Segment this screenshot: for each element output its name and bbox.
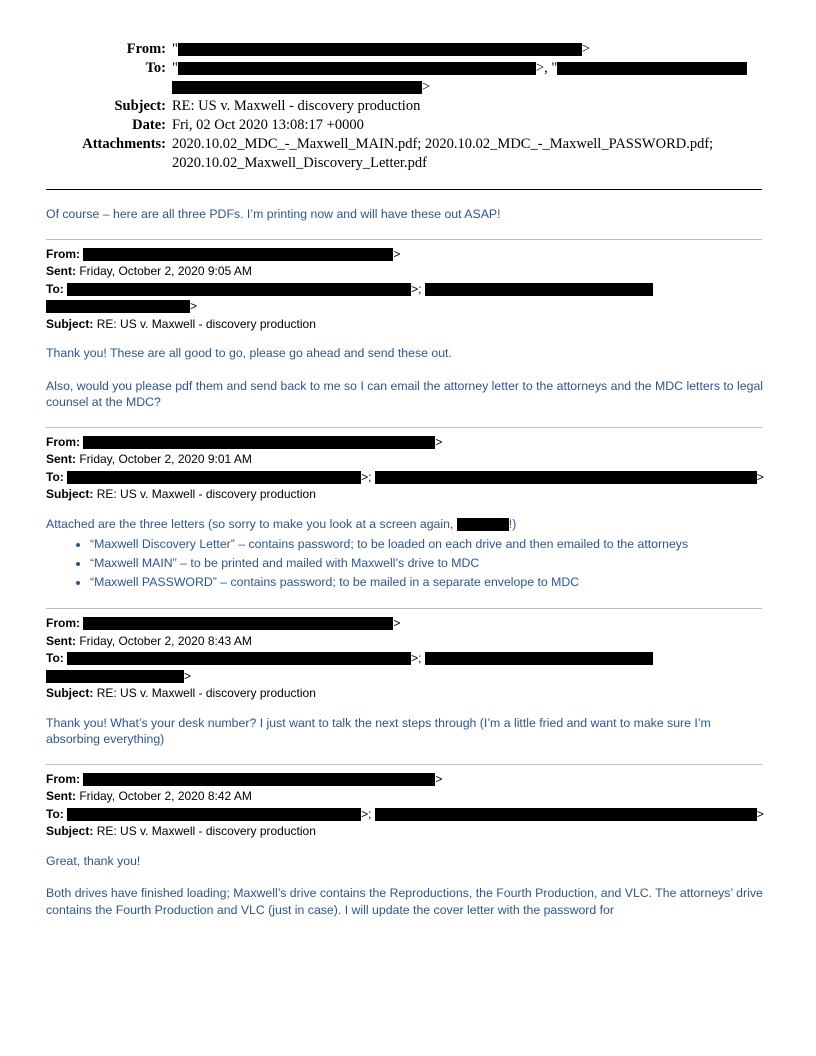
quoted-to-line: To: >; bbox=[46, 650, 766, 668]
message-paragraph bbox=[46, 516, 766, 533]
header-row-to bbox=[46, 59, 766, 97]
message-paragraph: Thank you! These are all good to go, please go ahead and send these out. bbox=[46, 346, 452, 360]
header-value-subject: RE: US v. Maxwell - discovery production bbox=[172, 98, 421, 114]
quoted-subject-value: RE: US v. Maxwell - discovery production bbox=[96, 316, 316, 331]
redaction-bar bbox=[172, 81, 422, 94]
list-item: • “Maxwell MAIN” – to be printed and mailed with Maxwell’s drive to MDC bbox=[90, 554, 766, 572]
quoted-sent-line bbox=[46, 263, 766, 281]
header-value-attachments: 2020.10.02_MDC_-_Maxwell_MAIN.pdf; 2020.10.02_MDC_-_Maxwell_PASSWORD.pdf; 2020.10.02_Maxwell_Discovery_Letter.pdf bbox=[172, 136, 714, 171]
quoted-header bbox=[46, 434, 766, 504]
header-row-subject bbox=[46, 97, 766, 116]
bullet-list bbox=[46, 535, 766, 591]
redaction-bar bbox=[375, 471, 757, 484]
quoted-label-subject: Subject: bbox=[46, 487, 94, 501]
redaction-bar bbox=[67, 283, 411, 296]
quoted-subject-value: RE: US v. Maxwell - discovery production bbox=[96, 487, 316, 501]
quoted-label-to: To: bbox=[46, 806, 64, 821]
list-item: • “Maxwell PASSWORD” – contains password; to be mailed in a separate envelope to MDC bbox=[90, 573, 766, 591]
quoted-label-sent: Sent: bbox=[46, 452, 76, 466]
redaction-bar bbox=[83, 248, 393, 261]
quoted-to-line-wrap: > bbox=[46, 298, 766, 316]
quoted-label-subject: Subject: bbox=[46, 686, 94, 700]
quoted-label-from: From: bbox=[46, 246, 80, 261]
header-label-subject: Subject: bbox=[114, 98, 166, 114]
redaction-bar bbox=[425, 283, 653, 296]
quoted-label-to: To: bbox=[46, 651, 64, 665]
message-paragraph: Thank you! What’s your desk number? I just want to talk the next steps through (I’m a little fried and want to make sure I’m absorbing everything) bbox=[46, 715, 711, 746]
redaction-bar bbox=[457, 518, 509, 531]
quoted-label-from: From: bbox=[46, 434, 80, 449]
header-label-date: Date: bbox=[132, 117, 166, 133]
quoted-from-line: From: > bbox=[46, 771, 443, 786]
email-body bbox=[46, 190, 766, 918]
header-label-attachments: Attachments: bbox=[82, 136, 166, 152]
quoted-from-line: From: > bbox=[46, 616, 401, 630]
redaction-bar bbox=[425, 652, 653, 665]
quoted-sent-value: Friday, October 2, 2020 9:05 AM bbox=[79, 264, 252, 278]
redaction-bar bbox=[178, 62, 536, 75]
quoted-sent-value: Friday, October 2, 2020 8:42 AM bbox=[79, 789, 252, 803]
redaction-bar bbox=[83, 436, 435, 449]
message-paragraph: Also, would you please pdf them and send back to me so I can email the attorney letter to the attorneys and the MDC letters to legal counsel at the MDC? bbox=[46, 378, 764, 409]
redaction-bar bbox=[46, 670, 184, 683]
to-bracket: > bbox=[422, 79, 431, 95]
quoted-label-to: To: bbox=[46, 469, 64, 484]
quoted-subject-line bbox=[46, 823, 766, 841]
intro-paragraph: Of course – here are all three PDFs. I’m printing now and will have these out ASAP! bbox=[46, 207, 501, 221]
quoted-label-to: To: bbox=[46, 281, 64, 296]
to-quote-open: " bbox=[172, 60, 178, 76]
quoted-label-sent: Sent: bbox=[46, 789, 76, 803]
quoted-sent-line bbox=[46, 451, 766, 469]
quoted-sent-line bbox=[46, 788, 766, 806]
from-bracket: > bbox=[581, 41, 591, 57]
quoted-label-subject: Subject: bbox=[46, 824, 94, 838]
redaction-bar bbox=[83, 773, 435, 786]
quoted-header bbox=[46, 615, 766, 703]
header-row-attachments bbox=[46, 135, 766, 173]
quoted-label-from: From: bbox=[46, 616, 80, 630]
quoted-to-line-wrap: > bbox=[46, 668, 766, 686]
quoted-to-line: To: >; > bbox=[46, 806, 764, 821]
header-value-to bbox=[172, 59, 766, 97]
quoted-label-from: From: bbox=[46, 771, 80, 786]
header-label-to: To: bbox=[145, 60, 166, 76]
redaction-bar bbox=[375, 808, 757, 821]
header-value-from bbox=[172, 40, 766, 59]
quoted-label-sent: Sent: bbox=[46, 633, 76, 648]
email-header bbox=[46, 40, 766, 173]
quoted-subject-value: RE: US v. Maxwell - discovery production bbox=[96, 686, 316, 700]
redaction-bar bbox=[46, 300, 190, 313]
message-paragraph: Both drives have finished loading; Maxwell’s drive contains the Reproductions, the Fourth Production, and VLC. The attorneys’ drive contains the Fourth Production and VLC (just in case). I will update the cover letter with the password for bbox=[46, 886, 763, 917]
header-row-from bbox=[46, 40, 766, 59]
quoted-header bbox=[46, 246, 766, 334]
header-label-from: From: bbox=[126, 41, 166, 57]
to-separator: >, " bbox=[535, 60, 558, 76]
quoted-sent-line bbox=[46, 633, 766, 651]
quoted-subject-line bbox=[46, 316, 766, 334]
quoted-subject-line bbox=[46, 685, 766, 703]
from-quote: " bbox=[172, 41, 178, 57]
quoted-label-sent: Sent: bbox=[46, 264, 76, 278]
list-item: • “Maxwell Discovery Letter” – contains password; to be loaded on each drive and then emailed to the attorneys bbox=[90, 535, 766, 553]
quoted-sent-value: Friday, October 2, 2020 8:43 AM bbox=[79, 633, 252, 648]
quoted-label-subject: Subject: bbox=[46, 316, 94, 331]
quoted-sent-value: Friday, October 2, 2020 9:01 AM bbox=[79, 452, 252, 466]
quoted-subject-line bbox=[46, 486, 766, 504]
redaction-bar bbox=[67, 471, 361, 484]
quoted-from-line: From: > bbox=[46, 246, 401, 261]
message-paragraph-part1: Attached are the three letters (so sorry to make you look at a screen again, bbox=[46, 516, 457, 531]
header-row-date bbox=[46, 116, 766, 135]
quoted-header bbox=[46, 771, 766, 841]
redaction-bar bbox=[67, 808, 361, 821]
header-value-date: Fri, 02 Oct 2020 13:08:17 +0000 bbox=[172, 117, 364, 133]
message-paragraph-part2: !) bbox=[508, 516, 517, 531]
redaction-bar bbox=[83, 617, 393, 630]
quoted-to-line: To: >; > bbox=[46, 469, 764, 484]
quoted-from-line: From: > bbox=[46, 434, 443, 449]
redaction-bar bbox=[557, 62, 747, 75]
quoted-subject-value: RE: US v. Maxwell - discovery production bbox=[96, 824, 316, 838]
redaction-bar bbox=[67, 652, 411, 665]
redaction-bar bbox=[178, 43, 582, 56]
message-paragraph: Great, thank you! bbox=[46, 853, 141, 868]
quoted-to-line: To: >; bbox=[46, 281, 766, 299]
